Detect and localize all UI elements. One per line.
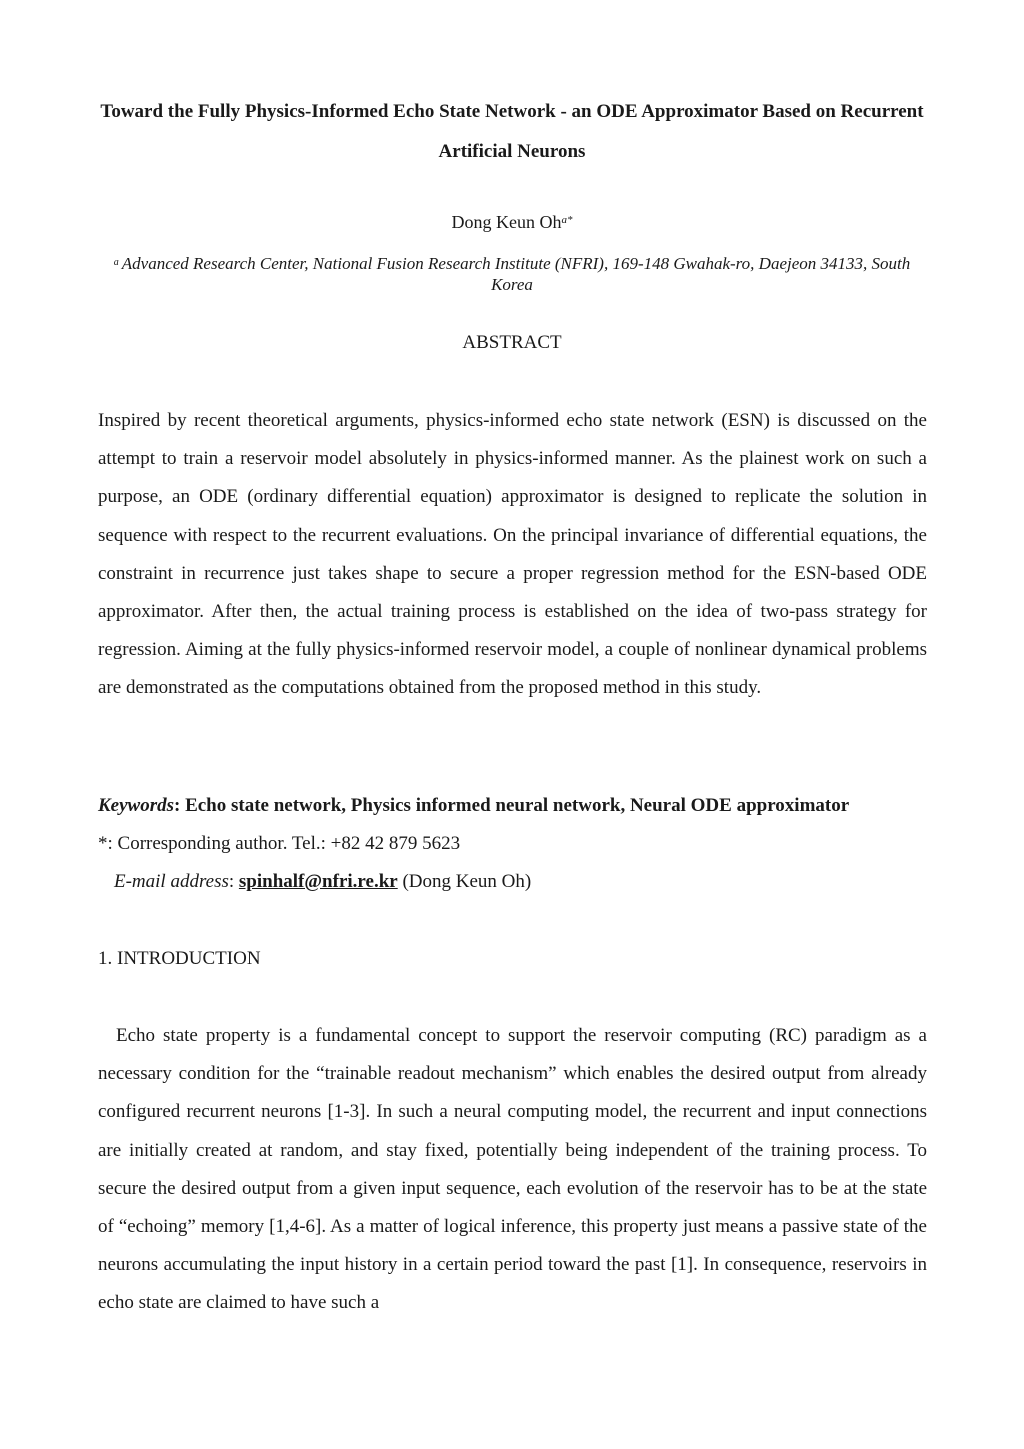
email-link[interactable]: spinhalf@nfri.re.kr — [238, 871, 398, 892]
keywords-label: Keywords — [98, 795, 174, 816]
affiliation-mark: a — [113, 257, 119, 268]
keywords-line — [98, 794, 958, 818]
abstract-heading: ABSTRACT — [462, 332, 562, 353]
introduction-heading: 1. INTRODUCTION — [98, 948, 261, 969]
abstract-body: Inspired by recent theoretical arguments, physics-informed echo state network (ESN) is discussed on the attempt to train a reservoir model absolutely in physics-informed manner. As the plainest work on such a purpose, an ODE (ordinary differential equation) approximator is designed to replicate the solution in sequence with respect to the recurrent evaluations. On the principal invariance of differential equations, the constraint in recurrence just takes shape to secure a proper regression method for the ESN-based ODE approximator. After then, the actual training process is established on the idea of two-pass strategy for regression. Aiming at the fully physics-informed reservoir model, a couple of nonlinear dynamical problems are demonstrated as the computations obtained from the proposed method in this study. — [98, 410, 927, 699]
keywords-separator: : — [174, 795, 186, 816]
author-marks: a* — [561, 214, 573, 226]
email-separator: : — [228, 871, 239, 892]
introduction-body: Echo state property is a fundamental concept to support the reservoir computing (RC) paradigm as a necessary condition for the “trainable readout mechanism” which enables the desired output from already configured recurrent neurons [1-3]. In such a neural computing model, the recurrent and input connections are initially created at random, and stay fixed, potentially being independent of the training process. To secure the desired output from a given input sequence, each evolution of the reservoir has to be at the state of “echoing” memory [1,4-6]. As a matter of logical inference, this property just means a passive state of the neurons accumulating the input history in a certain period toward the past [1]. In consequence, reservoirs in echo state are claimed to have such a — [98, 1025, 927, 1314]
author-line — [98, 211, 926, 233]
author-name: Dong Keun Oh — [451, 212, 562, 232]
paper-title: Toward the Fully Physics-Informed Echo State Network - an ODE Approximator Based on Recurrent Artificial Neurons — [100, 101, 924, 162]
corresponding-author: *: Corresponding author. Tel.: +82 42 879 5623 — [98, 833, 461, 854]
affiliation-text: Advanced Research Center, National Fusion Research Institute (NFRI), 169-148 Gwahak-ro, Daejeon 34133, South Korea — [121, 254, 911, 294]
email-suffix: (Dong Keun Oh) — [397, 871, 532, 892]
affiliation — [98, 253, 926, 295]
keywords-text: Echo state network, Physics informed neural network, Neural ODE approximator — [185, 795, 850, 816]
email-line — [114, 870, 926, 894]
email-label: E-mail address — [114, 871, 229, 892]
